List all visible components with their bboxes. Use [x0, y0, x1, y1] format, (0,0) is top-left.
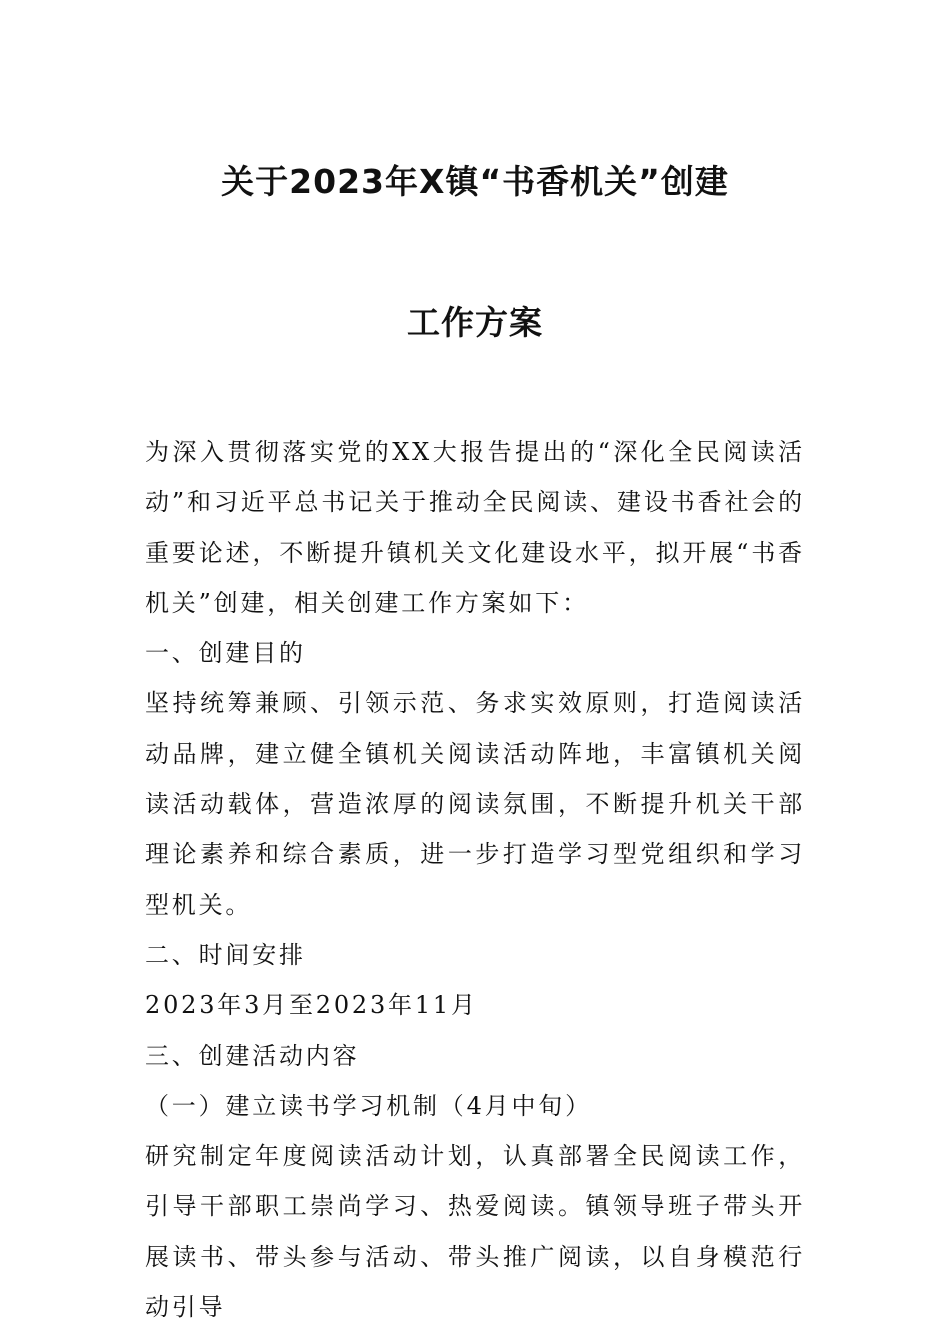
subsection-1-paragraph: 研究制定年度阅读活动计划，认真部署全民阅读工作，引导干部职工崇尚学习、热爱阅读。镇领导班子带头开展读书、带头参与活动、带头推广阅读，以自身模范行动引导: [145, 1142, 805, 1322]
document-title-line-1: 关于2023年X镇“书香机关”创建: [221, 162, 729, 201]
section-heading-purpose: 一、创建目的: [145, 639, 306, 668]
subsection-heading-1: （一）建立读书学习机制（4月中旬）: [145, 1091, 592, 1120]
section-heading-schedule: 二、时间安排: [145, 940, 306, 969]
purpose-paragraph: 坚持统筹兼顾、引领示范、务求实效原则，打造阅读活动品牌，建立健全镇机关阅读活动阵地，丰富镇机关阅读活动载体，营造浓厚的阅读氛围，不断提升机关干部理论素养和综合素质，进一步打造学习型党组织和学习型机关。: [145, 689, 805, 919]
section-heading-content: 三、创建活动内容: [145, 1041, 360, 1070]
schedule-paragraph: 2023年3月至2023年11月: [145, 991, 478, 1020]
intro-paragraph: 为深入贯彻落实党的XX大报告提出的“深化全民阅读活动”和习近平总书记关于推动全民阅读、建设书香社会的重要论述，不断提升镇机关文化建设水平，拟开展“书香机关”创建，相关创建工作方案如下：: [145, 438, 805, 617]
document-title-line-2: 工作方案: [407, 303, 543, 342]
document-body: [145, 427, 805, 1332]
